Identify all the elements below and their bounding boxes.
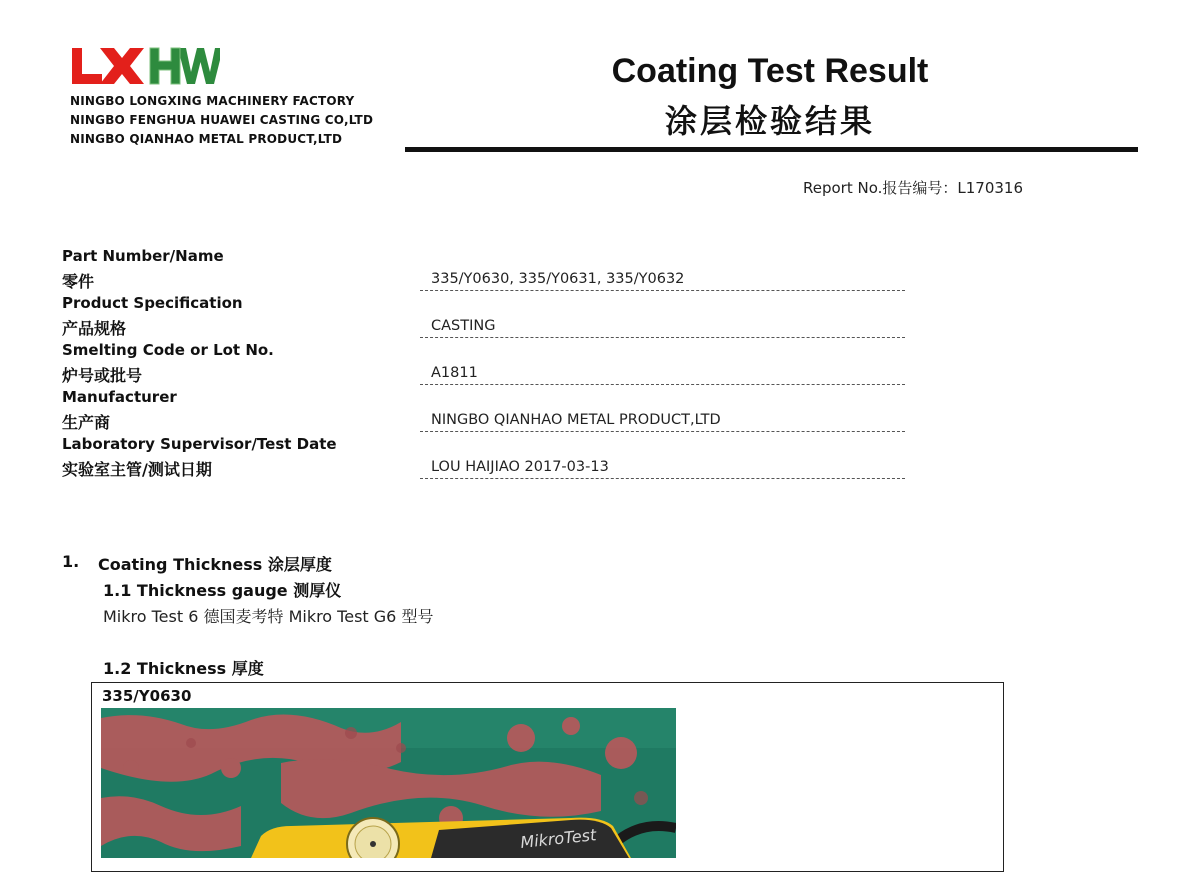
field-label-lot-no-cn: 炉号或批号 — [62, 366, 143, 385]
company-name-3: NINGBO QIANHAO METAL PRODUCT,LTD — [70, 132, 343, 146]
field-value-product-spec: CASTING — [431, 318, 496, 334]
field-label-product-spec: Product Specification — [62, 294, 243, 312]
field-value-supervisor-date: LOU HAIJIAO 2017-03-13 — [431, 459, 609, 475]
gauge-brand-text: MikroTest — [519, 825, 598, 852]
section-title: Coating Thickness 涂层厚度 — [98, 555, 332, 574]
gauge-description: Mikro Test 6 德国麦考特 Mikro Test G6 型号 — [103, 607, 434, 626]
section-number: 1. — [62, 552, 80, 571]
report-number: Report No.报告编号：L170316 — [803, 179, 1024, 197]
field-label-supervisor-date-cn: 实验室主管/测试日期 — [62, 460, 212, 479]
subsection-gauge-heading: 1.1 Thickness gauge 测厚仪 — [103, 581, 342, 600]
company-name-2: NINGBO FENGHUA HUAWEI CASTING CO,LTD — [70, 113, 374, 127]
field-value-lot-no: A1811 — [431, 365, 478, 381]
document-title-cn: 涂层检验结果 — [664, 102, 875, 140]
field-label-supervisor-date: Laboratory Supervisor/Test Date — [62, 435, 337, 453]
company-logo — [70, 44, 220, 88]
gauge-photo — [101, 708, 676, 858]
field-label-lot-no: Smelting Code or Lot No. — [62, 341, 274, 359]
field-value-part-number: 335/Y0630, 335/Y0631, 335/Y0632 — [431, 271, 685, 287]
field-label-manufacturer: Manufacturer — [62, 388, 177, 406]
field-label-part-number-cn: 零件 — [62, 272, 95, 291]
sample-label: 335/Y0630 — [102, 687, 192, 705]
field-underline — [420, 337, 905, 338]
document-title-en: Coating Test Result — [611, 52, 929, 90]
subsection-thickness-heading: 1.2 Thickness 厚度 — [103, 659, 264, 678]
field-label-part-number: Part Number/Name — [62, 247, 224, 265]
field-label-manufacturer-cn: 生产商 — [62, 413, 111, 432]
field-underline — [420, 384, 905, 385]
title-divider — [405, 147, 1138, 152]
field-underline — [420, 431, 905, 432]
field-underline — [420, 478, 905, 479]
field-label-product-spec-cn: 产品规格 — [62, 319, 127, 338]
field-value-manufacturer: NINGBO QIANHAO METAL PRODUCT,LTD — [431, 412, 721, 428]
field-underline — [420, 290, 905, 291]
company-name-1: NINGBO LONGXING MACHINERY FACTORY — [70, 94, 355, 108]
